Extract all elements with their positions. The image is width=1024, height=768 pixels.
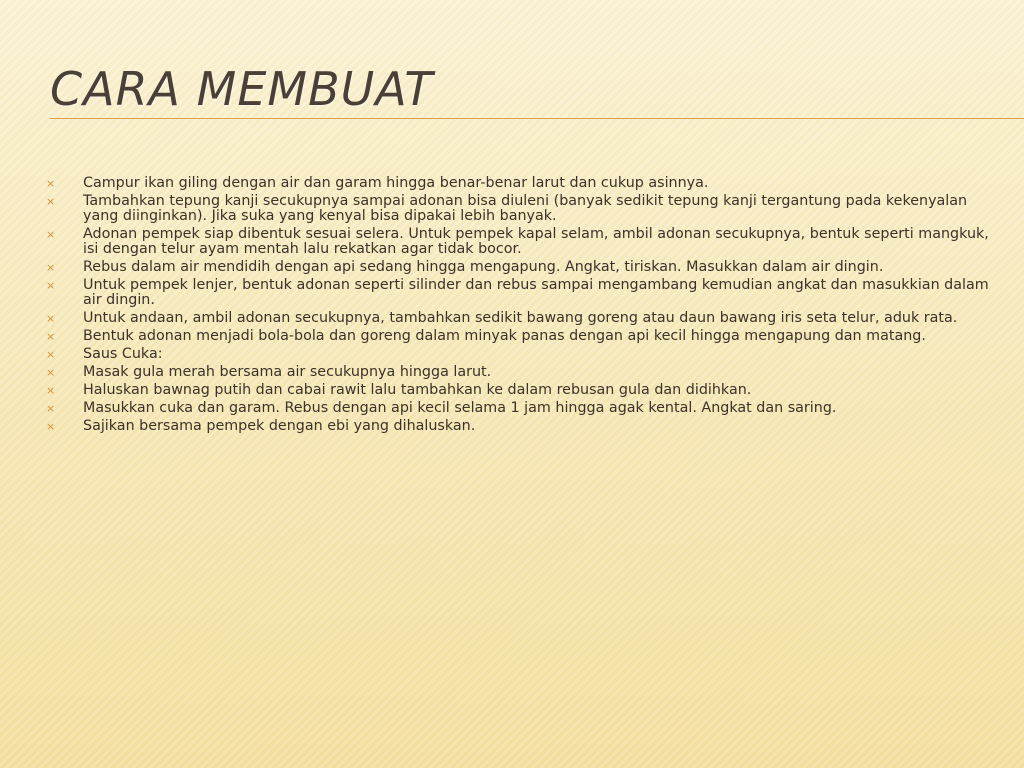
list-item: [46, 194, 1001, 224]
list-item-text: Bentuk adonan menjadi bola-bola dan goreng dalam minyak panas dengan api kecil hingga mengapung dan matang.: [83, 328, 926, 344]
x-bullet-icon: ×: [46, 279, 56, 292]
list-item: [46, 227, 1001, 257]
list-item-text: Rebus dalam air mendidih dengan api sedang hingga mengapung. Angkat, tiriskan. Masukkan dalam air dingin.: [83, 259, 884, 275]
list-item: [46, 383, 1001, 398]
x-bullet-icon: ×: [46, 348, 56, 361]
list-item-text: Sajikan bersama pempek dengan ebi yang dihaluskan.: [83, 418, 476, 434]
list-item: [46, 365, 1001, 380]
bullet-list: [46, 176, 1001, 437]
x-bullet-icon: ×: [46, 177, 56, 190]
list-item: [46, 176, 1001, 191]
list-item-text: Untuk andaan, ambil adonan secukupnya, tambahkan sedikit bawang goreng atau daun bawang iris seta telur, aduk rata.: [83, 310, 958, 326]
list-item-text: Saus Cuka:: [83, 346, 163, 362]
list-item: [46, 401, 1001, 416]
x-bullet-icon: ×: [46, 384, 56, 397]
list-item: [46, 329, 1001, 344]
list-item: [46, 260, 1001, 275]
x-bullet-icon: ×: [46, 228, 56, 241]
x-bullet-icon: ×: [46, 402, 56, 415]
list-item: [46, 278, 1001, 308]
list-item-text: Masukkan cuka dan garam. Rebus dengan api kecil selama 1 jam hingga agak kental. Angkat dan saring.: [83, 400, 837, 416]
list-item: [46, 347, 1001, 362]
list-item-text: Masak gula merah bersama air secukupnya hingga larut.: [83, 364, 492, 380]
x-bullet-icon: ×: [46, 312, 56, 325]
list-item-text: Tambahkan tepung kanji secukupnya sampai adonan bisa diuleni (banyak sedikit tepung kanji tergantung pada kekenyalan yang diinginkan). Jika suka yang kenyal bisa dipakai lebih banyak.: [83, 193, 968, 224]
x-bullet-icon: ×: [46, 261, 56, 274]
list-item: [46, 419, 1001, 434]
slide-title: CARA MEMBUAT: [50, 62, 434, 116]
x-bullet-icon: ×: [46, 420, 56, 433]
list-item-text: Untuk pempek lenjer, bentuk adonan seperti silinder dan rebus sampai mengambang kemudian angkat dan masukkian dalam air dingin.: [83, 277, 989, 308]
list-item-text: Adonan pempek siap dibentuk sesuai selera. Untuk pempek kapal selam, ambil adonan secukupnya, bentuk seperti mangkuk, isi dengan telur ayam mentah lalu rekatkan agar tidak bocor.: [83, 226, 989, 257]
list-item-text: Campur ikan giling dengan air dan garam hingga benar-benar larut dan cukup asinnya.: [83, 175, 709, 191]
x-bullet-icon: ×: [46, 195, 56, 208]
list-item-text: Haluskan bawnag putih dan cabai rawit lalu tambahkan ke dalam rebusan gula dan didihkan.: [83, 382, 752, 398]
list-item: [46, 311, 1001, 326]
title-underline: [50, 118, 1024, 119]
x-bullet-icon: ×: [46, 330, 56, 343]
x-bullet-icon: ×: [46, 366, 56, 379]
